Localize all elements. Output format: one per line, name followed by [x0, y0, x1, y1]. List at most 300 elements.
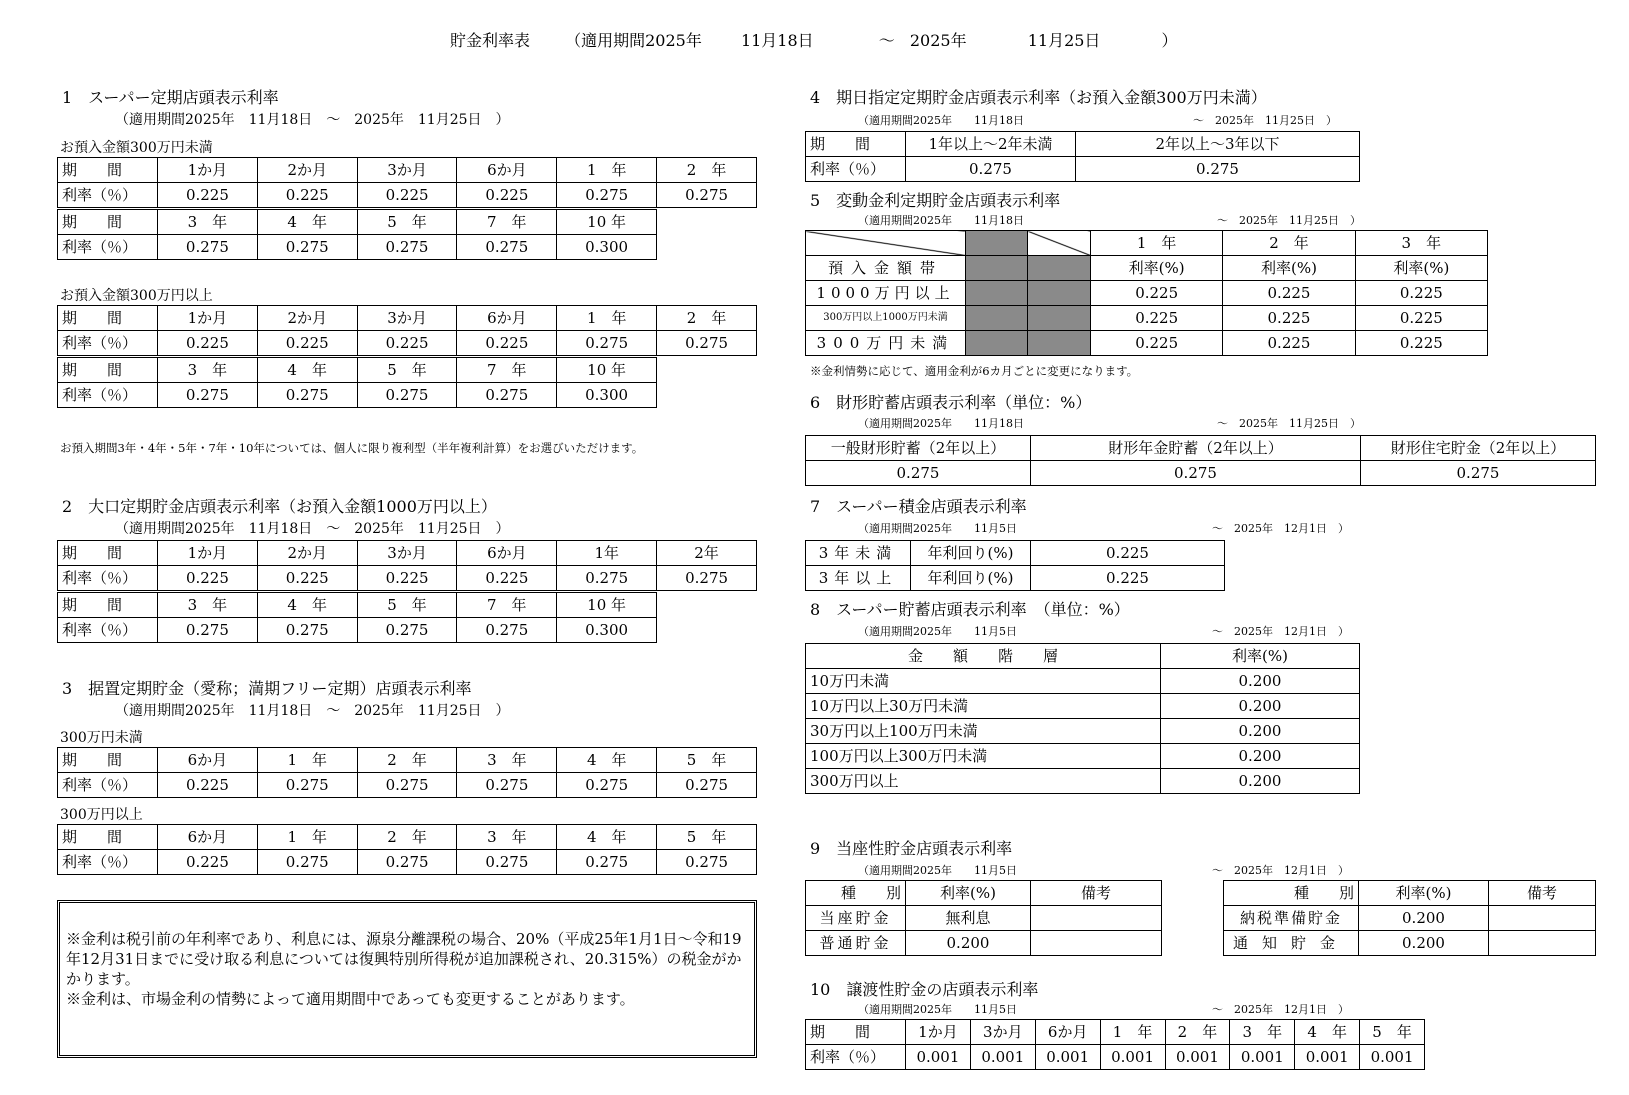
term-cell: 2 年 [657, 306, 757, 331]
s6-period-start: （適用期間2025年 11月18日 [858, 417, 1024, 430]
s2-table-row2 [57, 592, 657, 643]
s1-block2-label: お預入金額300万円以上 [60, 288, 213, 304]
page-title [450, 28, 1178, 51]
s7-heading: 7 スーパー積金店頭表示利率 [810, 497, 1027, 516]
s3-heading: 3 据置定期貯金（愛称；満期フリー定期）店頭表示利率 [62, 679, 472, 698]
rate-cell: 0.225 [457, 331, 557, 356]
rate-cell: 0.225 [1091, 306, 1223, 331]
table-row [806, 461, 1596, 486]
year-cell: 1 年 [1091, 231, 1223, 256]
s8-period-start: （適用期間2025年 11月5日 [858, 625, 1017, 638]
table-row [806, 331, 1488, 356]
term-cell: 5 年 [1360, 1020, 1425, 1045]
table-row [806, 719, 1360, 744]
term-cell: 6か月 [457, 306, 557, 331]
s1-block1-table-row2 [57, 209, 657, 260]
shaded-cell [966, 331, 1028, 356]
rate-cell: 0.225 [457, 183, 557, 208]
s4-period-end: ～ 2025年 11月25日 ） [1193, 114, 1337, 127]
page-title-close: ） [1161, 31, 1178, 50]
rate-cell: 0.275 [158, 383, 258, 408]
s9-period-end: ～ 2025年 12月1日 ） [1212, 864, 1349, 877]
rate-cell: 0.275 [457, 235, 557, 260]
rate-cell: 0.225 [357, 183, 457, 208]
rate-cell: 0.225 [357, 331, 457, 356]
s9-period-start: （適用期間2025年 11月5日 [858, 864, 1017, 877]
table-row [806, 566, 1225, 591]
term-cell: 6か月 [457, 158, 557, 183]
page-title-text: 貯金利率表 [450, 31, 531, 50]
rate-cell: 0.225 [1031, 541, 1225, 566]
s6-table [805, 435, 1596, 486]
s2-table-row1 [57, 540, 757, 591]
table-row [58, 331, 757, 356]
term-cell: 6か月 [158, 748, 258, 773]
rate-header: 利率(%) [1161, 644, 1360, 669]
table-row [806, 669, 1360, 694]
s8-period-end: ～ 2025年 12月1日 ） [1212, 625, 1349, 638]
term-cell: 3か月 [357, 158, 457, 183]
period-label: 期 間 [58, 593, 158, 618]
rate-cell: 0.225 [1223, 331, 1355, 356]
rate-cell: 0.225 [1355, 331, 1487, 356]
s6-period-end: ～ 2025年 11月25日 ） [1217, 417, 1361, 430]
term-cell: 7 年 [457, 593, 557, 618]
rate-cell: 0.200 [1161, 719, 1360, 744]
disclaimer-line2: ※金利は、市場金利の情勢によって適用期間中であっても変更することがあります。 [66, 990, 635, 1008]
table-row [58, 618, 657, 643]
rate-cell: 0.001 [1165, 1045, 1230, 1070]
note-cell [1031, 906, 1162, 931]
shaded-cell [966, 306, 1028, 331]
rate-head: 利率(%) [1355, 256, 1487, 281]
s3-block2-label: 300万円以上 [60, 807, 143, 823]
term-cell: 6か月 [158, 825, 258, 850]
s10-table [805, 1019, 1425, 1070]
table-row [806, 769, 1360, 794]
rate-cell: 0.275 [806, 461, 1031, 486]
term-cell: 3 年 [457, 825, 557, 850]
rate-cell: 0.225 [158, 331, 258, 356]
s7-period-end: ～ 2025年 12月1日 ） [1212, 522, 1349, 535]
s1-heading: 1 スーパー定期店頭表示利率 [62, 88, 279, 107]
s3-period: （適用期間2025年 11月18日 ～ 2025年 11月25日 ） [115, 703, 510, 719]
rate-cell: 0.275 [1361, 461, 1596, 486]
s9-right-table [1223, 880, 1596, 956]
page-title-year: 2025年 [909, 31, 967, 50]
period-label: 期 間 [58, 306, 158, 331]
rate-cell: 0.200 [1161, 769, 1360, 794]
rate-label: 利率（％） [806, 1045, 906, 1070]
rate-header: 利率(%) [1359, 881, 1489, 906]
s5-heading: 5 変動金利定期貯金店頭表示利率 [810, 191, 1061, 210]
s6-heading: 6 財形貯蓄店頭表示利率（単位：%） [810, 393, 1092, 412]
tier-cell: 10万円以上30万円未満 [806, 694, 1161, 719]
shaded-cell [1028, 331, 1091, 356]
table-row [58, 306, 757, 331]
rate-cell: 0.200 [1161, 744, 1360, 769]
rate-header: 利率(%) [906, 881, 1031, 906]
term-cell: 4 年 [557, 748, 657, 773]
term-cell: 1 年 [257, 748, 357, 773]
table-row [58, 825, 757, 850]
table-row [1224, 906, 1596, 931]
term-cell: 6か月 [1035, 1020, 1100, 1045]
s3-block1-table [57, 747, 757, 798]
term-cell: 5 年 [657, 825, 757, 850]
period-label: 期 間 [58, 158, 158, 183]
term-cell: 1か月 [158, 541, 258, 566]
term-cell: 1か月 [158, 306, 258, 331]
term-cell: 2 年 [657, 158, 757, 183]
term-cell: 2か月 [257, 541, 357, 566]
band-label: 預入金額帯 [806, 256, 966, 281]
rate-cell: 0.001 [970, 1045, 1035, 1070]
type-cell: 当座貯金 [806, 906, 906, 931]
term-cell: 1 年 [257, 825, 357, 850]
rate-cell: 0.300 [557, 235, 657, 260]
rate-cell: 0.225 [158, 773, 258, 798]
term-cell: 4 年 [257, 210, 357, 235]
year-cell: 2 年 [1223, 231, 1355, 256]
type-header: 種 別 [806, 881, 906, 906]
s5-period-start: （適用期間2025年 11月18日 [858, 214, 1024, 227]
table-row [806, 306, 1488, 331]
term-cell: 3 年 [158, 593, 258, 618]
page-title-period-open: （適用期間2025年 [565, 31, 702, 50]
rate-cell: 0.275 [1031, 461, 1361, 486]
term-cell: 4 年 [257, 593, 357, 618]
rate-head: 利率(%) [1091, 256, 1223, 281]
term-cell: 2 年 [1165, 1020, 1230, 1045]
table-row [58, 593, 657, 618]
term-cell: 2年以上～3年以下 [1076, 132, 1360, 157]
note-header: 備考 [1031, 881, 1162, 906]
table-row [58, 183, 757, 208]
s8-table [805, 643, 1360, 794]
rate-cell: 0.200 [1359, 931, 1489, 956]
page-title-end: 11月25日 [1027, 31, 1101, 50]
rate-cell: 0.225 [357, 566, 457, 591]
tier-cell: 300万円以上 [806, 769, 1161, 794]
rate-cell: 0.001 [1035, 1045, 1100, 1070]
shaded-cell [966, 256, 1028, 281]
s1-block2-table-row2 [57, 357, 657, 408]
term-cell: 2 年 [357, 825, 457, 850]
table-row [806, 744, 1360, 769]
table-row [806, 931, 1162, 956]
rate-cell: 0.275 [457, 618, 557, 643]
rate-cell: 0.275 [457, 850, 557, 875]
table-row [806, 132, 1360, 157]
rate-cell: 0.200 [1359, 906, 1489, 931]
table-row [806, 644, 1360, 669]
type-cell: 普通貯金 [806, 931, 906, 956]
diagonal-cell [966, 231, 1028, 256]
term-cell: 1年以上～2年未満 [906, 132, 1076, 157]
s10-period-end: ～ 2025年 12月1日 ） [1212, 1003, 1349, 1016]
s10-period-start: （適用期間2025年 11月5日 [858, 1003, 1017, 1016]
table-row [806, 231, 1488, 256]
rate-cell: 0.001 [1295, 1045, 1360, 1070]
rate-label: 利率（％） [58, 331, 158, 356]
band-cell: 300万円未満 [806, 331, 966, 356]
rate-label: 利率（％） [58, 183, 158, 208]
rate-cell: 0.225 [257, 566, 357, 591]
table-row [806, 436, 1596, 461]
table-row [58, 748, 757, 773]
disclaimer-line1: ※金利は税引前の年利率であり、利息には、源泉分離課税の場合、20%（平成25年1月1日～令和19年12月31日までに受け取る利息については復興特別所得税が追加課税され、20.315%）の税金がかかります。 [66, 930, 742, 988]
table-row [806, 906, 1162, 931]
term-cell: 1か月 [158, 158, 258, 183]
rate-head: 利率(%) [1223, 256, 1355, 281]
band-cell: 300万円以上1000万円未満 [806, 306, 966, 331]
rate-cell: 0.225 [1223, 281, 1355, 306]
term-cell: 3 年 [457, 748, 557, 773]
period-label: 期 間 [58, 210, 158, 235]
rate-cell: 0.275 [457, 383, 557, 408]
table-row [806, 281, 1488, 306]
term-cell: 3か月 [357, 541, 457, 566]
rate-cell: 0.275 [257, 618, 357, 643]
term-cell: 1 年 [1100, 1020, 1165, 1045]
s7-table [805, 540, 1225, 591]
rate-cell: 0.275 [158, 235, 258, 260]
term-cell: 1年 [557, 541, 657, 566]
s9-left-table [805, 880, 1162, 956]
term-cell: 2か月 [257, 306, 357, 331]
note-cell [1489, 906, 1596, 931]
rate-cell: 0.275 [657, 566, 757, 591]
table-row [806, 694, 1360, 719]
s3-block2-table [57, 824, 757, 875]
rate-cell: 0.200 [1161, 669, 1360, 694]
term-cell: 3年以上 [806, 566, 911, 591]
term-cell: 10 年 [557, 358, 657, 383]
rate-cell: 0.225 [1355, 281, 1487, 306]
period-label: 期 間 [806, 132, 906, 157]
s3-block1-label: 300万円未満 [60, 730, 143, 746]
rate-cell: 0.275 [657, 331, 757, 356]
rate-cell: 0.200 [906, 931, 1031, 956]
s7-period-start: （適用期間2025年 11月5日 [858, 522, 1017, 535]
category-cell: 財形年金貯蓄（2年以上） [1031, 436, 1361, 461]
label-cell: 年利回り(%) [911, 566, 1031, 591]
note-cell [1489, 931, 1596, 956]
rate-cell: 0.225 [158, 566, 258, 591]
period-label: 期 間 [58, 541, 158, 566]
term-cell: 5 年 [657, 748, 757, 773]
rate-label: 利率（％） [58, 383, 158, 408]
rate-cell: 0.225 [1223, 306, 1355, 331]
term-cell: 3か月 [357, 306, 457, 331]
period-label: 期 間 [806, 1020, 906, 1045]
term-cell: 3年未満 [806, 541, 911, 566]
rate-cell: 0.275 [657, 183, 757, 208]
s1-note: お預入期間3年・4年・5年・7年・10年については、個人に限り複利型（半年複利計算）をお選びいただけます。 [60, 441, 644, 455]
tier-cell: 10万円未満 [806, 669, 1161, 694]
rate-cell: 0.225 [158, 183, 258, 208]
rate-cell: 0.275 [657, 850, 757, 875]
rate-cell: 0.275 [906, 157, 1076, 182]
rate-cell: 0.275 [357, 850, 457, 875]
rate-cell: 0.275 [557, 331, 657, 356]
rate-cell: 0.275 [257, 773, 357, 798]
rate-cell: 0.001 [1360, 1045, 1425, 1070]
rate-cell: 0.200 [1161, 694, 1360, 719]
term-cell: 1 年 [557, 306, 657, 331]
rate-label: 利率（％） [58, 618, 158, 643]
table-row [58, 566, 757, 591]
shaded-cell [1028, 256, 1091, 281]
rate-cell: 0.275 [357, 235, 457, 260]
rate-cell: 0.225 [1355, 306, 1487, 331]
rate-cell: 0.001 [1100, 1045, 1165, 1070]
rate-cell: 0.275 [257, 383, 357, 408]
disclaimer-box [57, 900, 757, 1058]
term-cell: 5 年 [357, 593, 457, 618]
s1-block1-table-row1 [57, 157, 757, 208]
rate-cell: 0.275 [357, 618, 457, 643]
band-cell: 1000万円以上 [806, 281, 966, 306]
rate-cell: 0.275 [657, 773, 757, 798]
type-header: 種 別 [1224, 881, 1359, 906]
s9-heading: 9 当座性貯金店頭表示利率 [810, 839, 1013, 858]
rate-cell: 0.225 [1091, 331, 1223, 356]
term-cell: 5 年 [357, 210, 457, 235]
s5-note: ※金利情勢に応じて、適用金利が6カ月ごとに変更になります。 [810, 364, 1139, 378]
s1-block1-label: お預入金額300万円未満 [60, 140, 213, 156]
table-row [58, 210, 657, 235]
s5-period-end: ～ 2025年 11月25日 ） [1217, 214, 1361, 227]
tier-cell: 30万円以上100万円未満 [806, 719, 1161, 744]
rate-cell: 0.275 [557, 850, 657, 875]
type-cell: 通知貯金 [1224, 931, 1359, 956]
period-label: 期 間 [58, 825, 158, 850]
rate-cell: 0.001 [906, 1045, 971, 1070]
term-cell: 3 年 [158, 210, 258, 235]
term-cell: 4 年 [1295, 1020, 1360, 1045]
rate-cell: 0.225 [158, 850, 258, 875]
table-row [806, 1045, 1425, 1070]
shaded-cell [966, 281, 1028, 306]
rate-cell: 0.225 [1031, 566, 1225, 591]
note-header: 備考 [1489, 881, 1596, 906]
rate-cell: 0.275 [257, 850, 357, 875]
table-row [806, 1020, 1425, 1045]
rate-cell: 0.225 [257, 331, 357, 356]
diagonal-cell [1028, 231, 1091, 256]
rate-cell: 0.275 [557, 183, 657, 208]
label-cell: 年利回り(%) [911, 541, 1031, 566]
tier-cell: 100万円以上300万円未満 [806, 744, 1161, 769]
term-cell: 1 年 [557, 158, 657, 183]
rate-cell: 無利息 [906, 906, 1031, 931]
category-cell: 財形住宅貯金（2年以上） [1361, 436, 1596, 461]
rate-label: 利率（％） [58, 235, 158, 260]
table-row [806, 157, 1360, 182]
period-label: 期 間 [58, 748, 158, 773]
table-row [58, 158, 757, 183]
page-title-start: 11月18日 [740, 31, 814, 50]
term-cell: 10 年 [557, 593, 657, 618]
rate-cell: 0.275 [158, 618, 258, 643]
rate-cell: 0.300 [557, 383, 657, 408]
rate-cell: 0.225 [1091, 281, 1223, 306]
table-row [1224, 931, 1596, 956]
table-row [1224, 881, 1596, 906]
rate-cell: 0.275 [1076, 157, 1360, 182]
rate-cell: 0.300 [557, 618, 657, 643]
table-row [58, 383, 657, 408]
page-title-tilde: ～ [878, 31, 895, 50]
table-row [58, 235, 657, 260]
diagonal-cell [806, 231, 966, 256]
note-cell [1031, 931, 1162, 956]
term-cell: 3 年 [158, 358, 258, 383]
shaded-cell [1028, 306, 1091, 331]
term-cell: 10 年 [557, 210, 657, 235]
shaded-cell [1028, 281, 1091, 306]
table-row [58, 850, 757, 875]
amount-header: 金 額 階 層 [806, 644, 1161, 669]
rate-cell: 0.275 [457, 773, 557, 798]
rate-cell: 0.275 [557, 773, 657, 798]
rate-label: 利率（％） [58, 566, 158, 591]
table-row [806, 881, 1162, 906]
s5-table [805, 230, 1488, 356]
s1-block2-table-row1 [57, 305, 757, 356]
table-row [806, 541, 1225, 566]
period-label: 期 間 [58, 358, 158, 383]
term-cell: 4 年 [257, 358, 357, 383]
term-cell: 2 年 [357, 748, 457, 773]
term-cell: 4 年 [557, 825, 657, 850]
term-cell: 3か月 [970, 1020, 1035, 1045]
rate-cell: 0.275 [357, 773, 457, 798]
term-cell: 6か月 [457, 541, 557, 566]
s10-heading: 10 譲渡性貯金の店頭表示利率 [810, 980, 1039, 999]
term-cell: 3 年 [1230, 1020, 1295, 1045]
table-row [58, 358, 657, 383]
rate-label: 利率（％） [806, 157, 906, 182]
s4-table [805, 131, 1360, 182]
rate-cell: 0.225 [457, 566, 557, 591]
type-cell: 納税準備貯金 [1224, 906, 1359, 931]
s8-heading: 8 スーパー貯蓄店頭表示利率 （単位：%） [810, 600, 1130, 619]
table-row [806, 256, 1488, 281]
table-row [58, 541, 757, 566]
category-cell: 一般財形貯蓄（2年以上） [806, 436, 1031, 461]
rate-cell: 0.275 [357, 383, 457, 408]
term-cell: 7 年 [457, 358, 557, 383]
term-cell: 5 年 [357, 358, 457, 383]
year-cell: 3 年 [1355, 231, 1487, 256]
s4-heading: 4 期日指定定期貯金店頭表示利率（お預入金額300万円未満） [810, 88, 1267, 107]
s1-period: （適用期間2025年 11月18日 ～ 2025年 11月25日 ） [115, 112, 510, 128]
rate-label: 利率（％） [58, 773, 158, 798]
s2-heading: 2 大口定期貯金店頭表示利率（お預入金額1000万円以上） [62, 497, 497, 516]
term-cell: 7 年 [457, 210, 557, 235]
rate-cell: 0.275 [557, 566, 657, 591]
rate-cell: 0.001 [1230, 1045, 1295, 1070]
rate-cell: 0.225 [257, 183, 357, 208]
table-row [58, 773, 757, 798]
s2-period: （適用期間2025年 11月18日 ～ 2025年 11月25日 ） [115, 521, 510, 537]
term-cell: 1か月 [906, 1020, 971, 1045]
term-cell: 2か月 [257, 158, 357, 183]
s4-period-start: （適用期間2025年 11月18日 [858, 114, 1024, 127]
